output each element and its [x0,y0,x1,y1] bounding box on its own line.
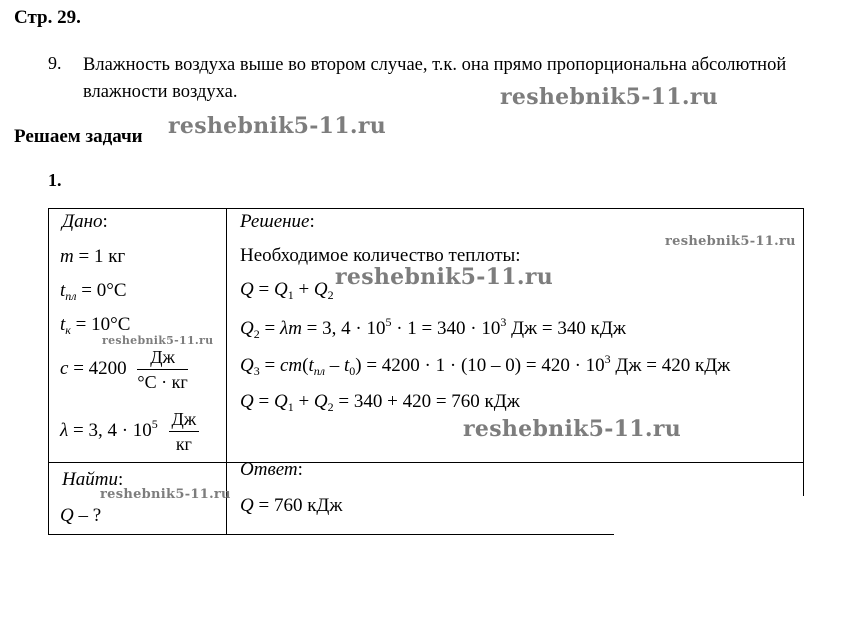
table-column-divider [226,208,227,535]
watermark: reshebnik5-11.ru [665,234,796,249]
answer-value: Q = 760 кДж [240,495,343,516]
find-label: Найти: [62,469,124,490]
watermark: reshebnik5-11.ru [463,416,682,442]
answer-label: Ответ: [240,459,303,480]
specific-heat-unit: $\frac{Дж}{^\circ C \cdot кг}$ [137,347,188,392]
equation-total-heat: $Q = Q_1 + Q_2$ [240,279,334,302]
given-latent-heat: λ = 3, $4 \cdot 10^5$ $\frac{Дж}{кг}$ [60,410,199,453]
given-mass: m = 1 кг [60,246,126,267]
watermark: reshebnik5-11.ru [500,84,719,110]
given-specific-heat: c = 4200 $\frac{Дж}{^\circ C \cdot кг}$ [60,347,188,392]
watermark: reshebnik5-11.ru [100,487,231,502]
table-left-border [48,208,49,535]
watermark: reshebnik5-11.ru [102,334,214,347]
page-header: Стр. 29. [14,7,81,28]
given-find-divider [48,462,804,463]
given-initial-temp: $t_к = 10^\circ C$ [60,314,131,337]
table-bottom-border [48,534,614,535]
equation-heating-heat: $Q_3 = cm(t_{пл} - t_0) = 4200 \cdot 1 \cdot (10 - 0) = 420 \cdot 10^3$ Дж = 420 кДж [240,352,731,378]
given-melting-temp: $t_{пл} = 0^\circ C$ [60,280,127,303]
given-label: Дано: [62,211,108,232]
solution-intro: Необходимое количество теплоты: [240,245,521,266]
watermark: reshebnik5-11.ru [168,113,387,139]
equation-melting-heat: $Q_2 = \lambda m = 3$, $4 \cdot 10^5 \cdot 1 = 340 \cdot 10^3$ Дж = 340 кДж [240,315,626,341]
item-text: Влажность воздуха выше во втором случае, т.к. она прямо пропорциональна абсолютной влажности воздуха. [83,55,787,102]
section-title: Решаем задачи [14,126,143,147]
find-quantity: Q – ? [60,505,102,526]
item-number: 9. [48,53,62,73]
solution-label: Решение: [240,211,315,232]
problem-number: 1. [48,170,62,190]
watermark: reshebnik5-11.ru [335,264,554,290]
equation-sum: $Q = Q_1 + Q_2 = 340 + 420 = 760$ кДж [240,391,520,414]
latent-heat-unit: $\frac{Дж}{кг}$ [169,410,200,453]
table-right-border [803,208,804,496]
table-top-border [48,208,804,209]
